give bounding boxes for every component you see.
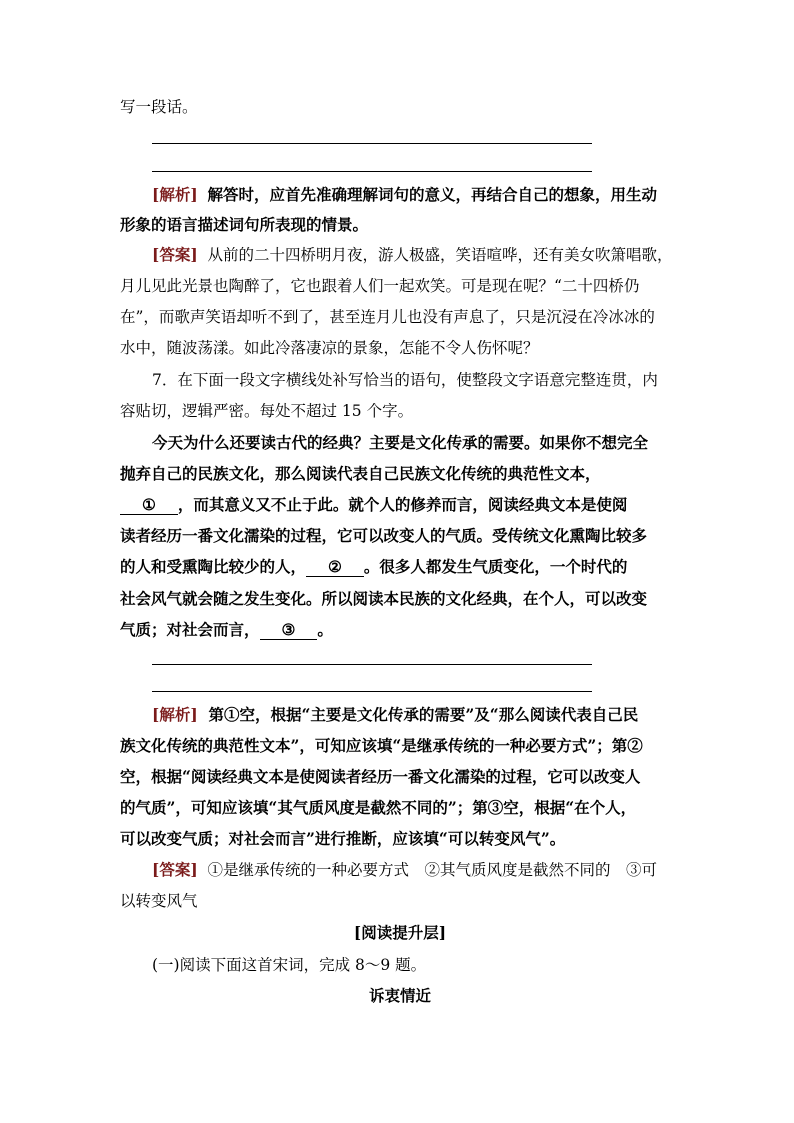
- q7-para-line-7: 气质；对社会而言， ③ 。: [120, 620, 333, 639]
- q7-analysis-line-3: 空，根据“阅读经典文本是使阅读者经历一番文化濡染的过程，它可以改变人: [120, 767, 641, 786]
- poem-title: 诉衷情近: [368, 986, 431, 1005]
- q7-answer-line-2: 以转变风气: [120, 892, 198, 910]
- answer-label: [答案]: [152, 245, 198, 264]
- analysis-label: [解析]: [152, 185, 198, 204]
- q6-answer-line-3: 在”，而歌声笑语却听不到了，甚至连月儿也没有声息了，只是沉浸在冷冰冰的: [120, 308, 655, 326]
- q7-answer-line-1: [答案] ①是继承传统的一种必要方式 ②其气质风度是截然不同的 ③可: [152, 860, 658, 879]
- q6-analysis-line-1: [解析] 解答时，应首先准确理解词句的意义，再结合自己的想象，用生动: [152, 185, 658, 204]
- reading-intro: (一)阅读下面这首宋词，完成 8～9 题。: [152, 956, 427, 974]
- q6-analysis-line-2: 形象的语言描述词句所表现的情景。: [120, 215, 369, 234]
- answer-line-1: [152, 143, 592, 144]
- q7-para-line-2: 抛弃自己的民族文化，那么阅读代表自己民族文化传统的典范性文本，: [120, 464, 601, 483]
- blank-1: ①: [120, 496, 178, 515]
- q7-analysis-line-2: 族文化传统的典范性文本”，可知应该填“是继承传统的一种必要方式”；第②: [120, 736, 643, 755]
- q7-para-line-1: 今天为什么还要读古代的经典？主要是文化传承的需要。如果你不想完全: [152, 433, 649, 452]
- q7-analysis-line-4: 的气质”，可知应该填“其气质风度是截然不同的”；第③空，根据“在个人，: [120, 798, 637, 817]
- q7-analysis-line-1: [解析] 第①空，根据“主要是文化传承的需要”及“那么阅读代表自己民: [152, 705, 639, 724]
- q7-para-line-5: 的人和受熏陶比较少的人， ② 。很多人都发生气质变化，一个时代的: [120, 557, 628, 576]
- q6-answer-line-4: 水中，随波荡漾。如此冷落凄凉的景象，怎能不令人伤怀呢？: [120, 339, 539, 357]
- q7-para-line-6: 社会风气就会随之发生变化。所以阅读本民族的文化经典，在个人，可以改变: [120, 589, 648, 608]
- q7-para-line-4: 读者经历一番文化濡染的过程，它可以改变人的气质。受传统文化熏陶比较多: [120, 526, 648, 545]
- q7-stem-line-1: 7．在下面一段文字横线处补写恰当的语句，使整段文字语意完整连贯，内: [152, 371, 658, 389]
- answer-line-3: [152, 664, 592, 665]
- answer-line-2: [152, 171, 592, 172]
- q7-para-line-3: ① ，而其意义又不止于此。就个人的修养而言，阅读经典文本是使阅: [120, 494, 680, 516]
- intro-text: 写一段话。: [120, 98, 198, 116]
- q7-analysis-line-5: 可以改变气质；对社会而言”进行推断，应该填“可以转变风气”。: [120, 829, 566, 848]
- blank-2: ②: [306, 558, 364, 577]
- analysis-label-2: [解析]: [152, 705, 198, 724]
- q6-answer-line-2: 月儿见此光景也陶醉了，它也跟着人们一起欢笑。可是现在呢？“二十四桥仍: [120, 277, 640, 295]
- q6-answer-line-1: [答案] 从前的二十四桥明月夜，游人极盛，笑语喧哗，还有美女吹箫唱歌，: [152, 245, 673, 264]
- blank-3: ③: [260, 621, 318, 640]
- q7-stem-line-2: 容贴切，逻辑严密。每处不超过 15 个字。: [120, 402, 414, 420]
- answer-line-4: [152, 691, 592, 692]
- section-title: [阅读提升层]: [353, 923, 447, 942]
- answer-label-2: [答案]: [152, 860, 198, 879]
